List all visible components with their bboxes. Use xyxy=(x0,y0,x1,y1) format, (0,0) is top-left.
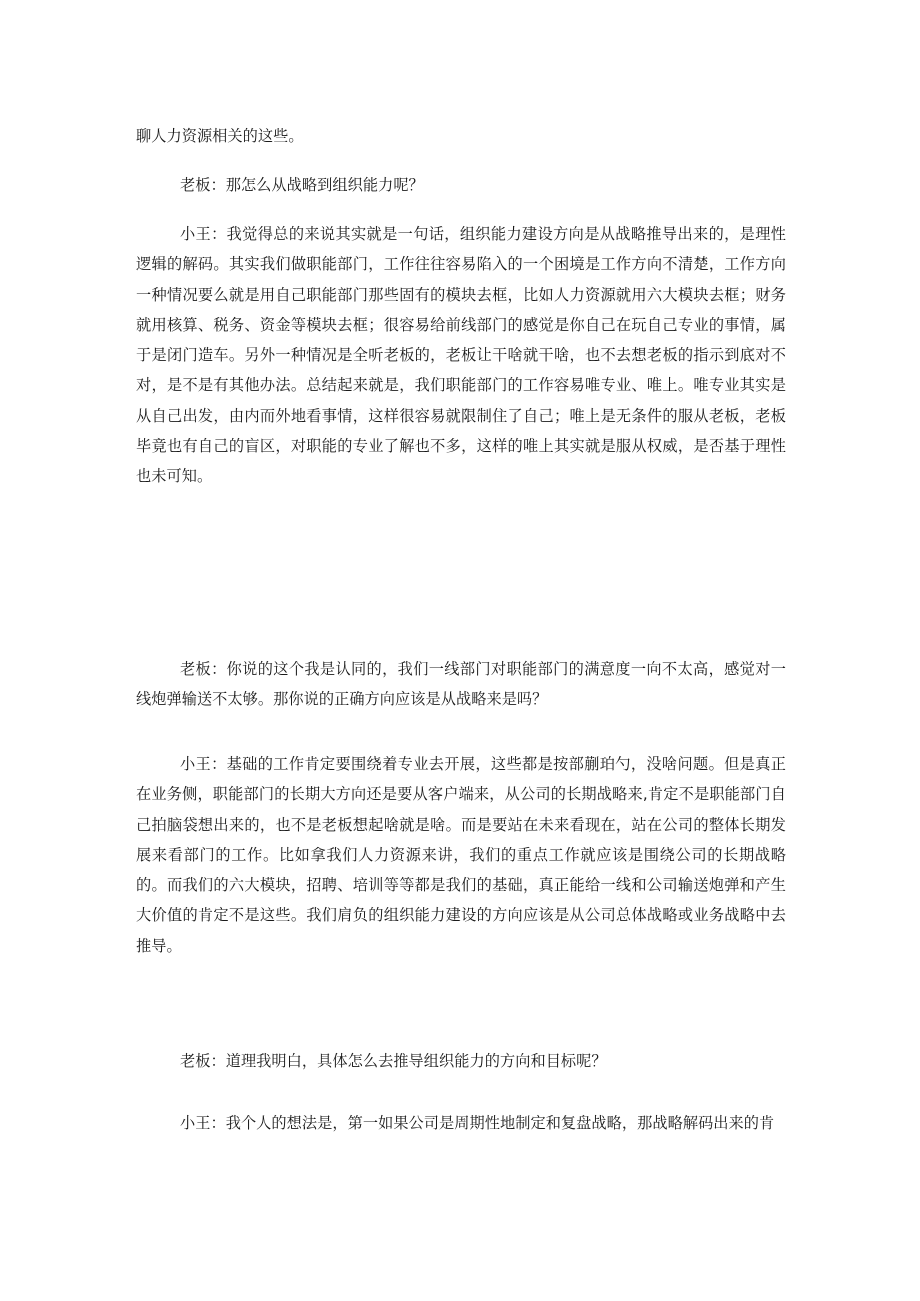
paragraph-boss-question-3: 老板：道理我明白，具体怎么去推导组织能力的方向和目标呢？ xyxy=(180,1052,607,1070)
paragraph-boss-question-1: 老板：那怎么从战略到组织能力呢？ xyxy=(180,176,424,194)
paragraph-continuation: 聊人力资源相关的这些。 xyxy=(136,127,304,145)
paragraph-wang-answer-3: 小王：我个人的想法是，第一如果公司是周期性地制定和复盘战略，那战略解码出来的肯 xyxy=(180,1114,775,1132)
paragraph-wang-answer-2: 小王：基础的工作肯定要围绕着专业去开展，这些都是按部蒯珀勺，没啥问题。但是真正在业务侧，职能部门的长期大方向还是要从客户端来，从公司的长期战略来,肯定不是职能部门自己拍脑袋想出来的，也不是老板想起啥就是啥。而是要站在未来看现在，站在公司的整体长期发展来看部门的工作。比如拿我们人力资源来讲，我们的重点工作就应该是围绕公司的长期战略的。而我们的六大模块，招聘、培训等等都是我们的基础，真正能给一线和公司输送炮弹和产生大价值的肯定不是这些。我们肩负的组织能力建设的方向应该是从公司总体战略或业务战略中去推导。 xyxy=(136,755,786,955)
paragraph-wang-answer-1: 小王：我觉得总的来说其实就是一句话，组织能力建设方向是从战略推导出来的，是理性逻辑的解码。其实我们做职能部门，工作往往容易陷入的一个困境是工作方向不清楚，工作方向一种情况要么就是用自己职能部门那些固有的模块去框，比如人力资源就用六大模块去框；财务就用核算、税务、资金等模块去框；很容易给前线部门的感觉是你自己在玩自己专业的事情，属于是闭门造车。另外一种情况是全听老板的，老板让干啥就干啥，也不去想老板的指示到底对不对，是不是有其他办法。总结起来就是，我们职能部门的工作容易唯专业、唯上。唯专业其实是从自己出发，由内而外地看事情，这样很容易就限制住了自己；唯上是无条件的服从老板，老板毕竟也有自己的盲区，对职能的专业了解也不多，这样的唯上其实就是服从权威，是否基于理性也未可知。 xyxy=(136,225,786,486)
paragraph-boss-question-2: 老板：你说的这个我是认同的，我们一线部门对职能部门的满意度一向不太高，感觉对一线炮弹输送不太够。那你说的正确方向应该是从战略来是吗？ xyxy=(136,660,786,709)
